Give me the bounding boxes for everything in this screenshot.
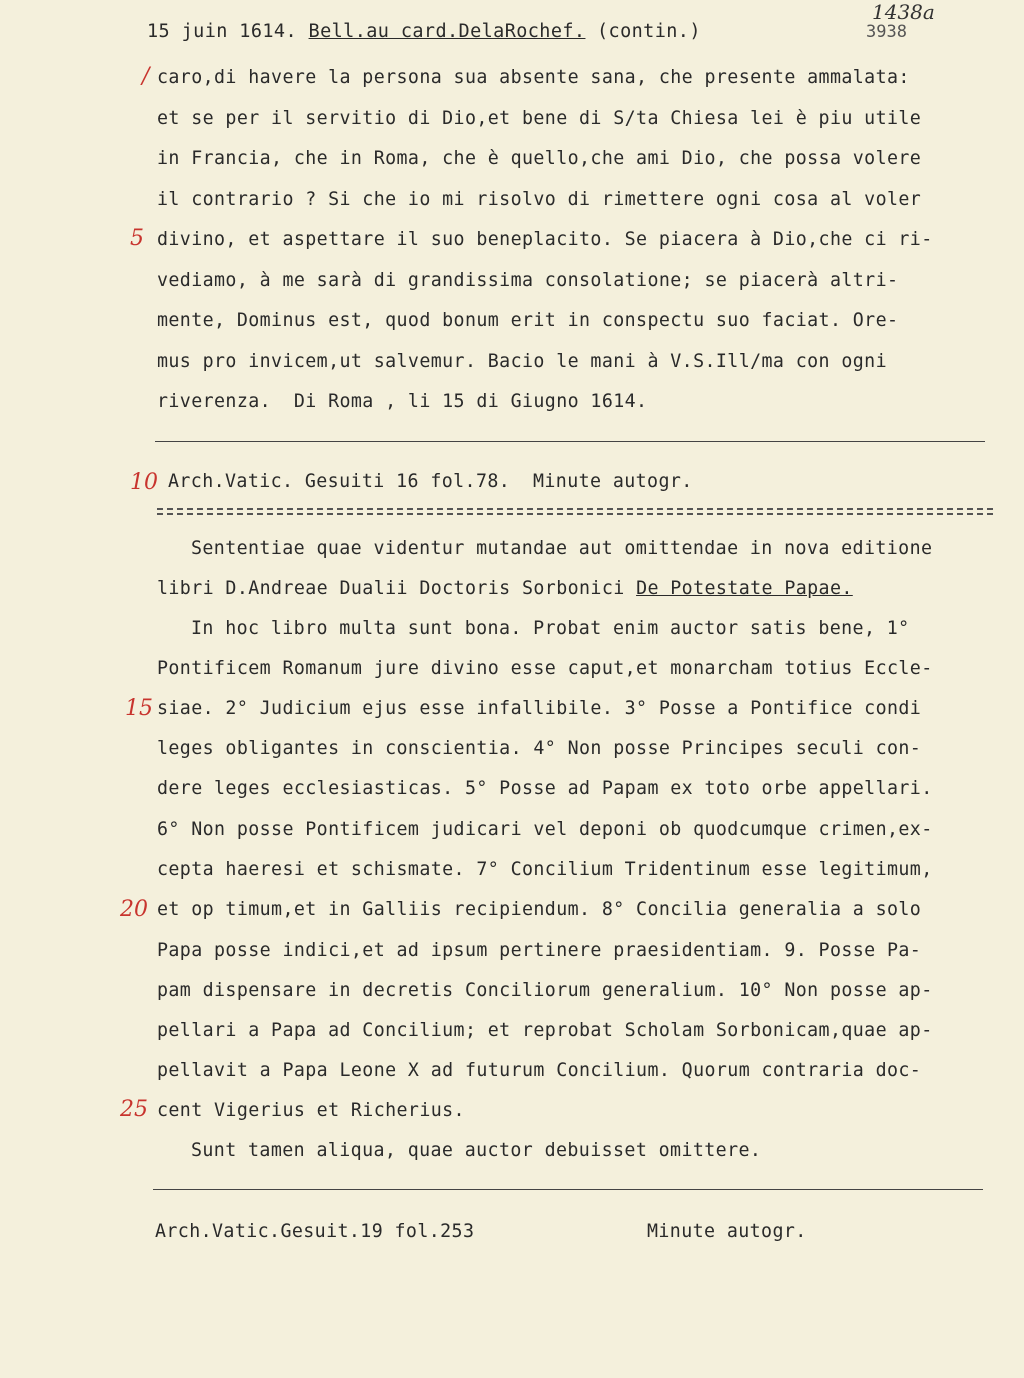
header-date: 15 juin 1614. bbox=[147, 21, 297, 42]
book-title: De Potestate Papae. bbox=[636, 578, 853, 599]
margin-mark-25: 25 bbox=[120, 1097, 148, 1122]
letter-line: riverenza. Di Roma , li 15 di Giugno 1614. bbox=[157, 391, 648, 412]
header-contin: (contin.) bbox=[597, 21, 701, 42]
letter-line: mente, Dominus est, quod bonum erit in conspectu suo faciat. Ore- bbox=[157, 310, 899, 331]
margin-mark-1: / bbox=[142, 64, 150, 89]
document-line: cent Vigerius et Richerius. bbox=[157, 1100, 465, 1121]
letter-line: mus pro invicem,ut salvemur. Bacio le mani à V.S.Ill/ma con ogni bbox=[157, 351, 887, 372]
document-line: cepta haeresi et schismate. 7° Concilium Tridentinum esse legitimum, bbox=[157, 859, 933, 880]
separator-rule bbox=[155, 441, 985, 442]
margin-mark-5: 5 bbox=[130, 226, 144, 251]
handwritten-page-number: 1438a bbox=[872, 0, 935, 24]
source-reference-2: Arch.Vatic.Gesuit.19 fol.253 bbox=[155, 1221, 475, 1242]
separator-rule bbox=[153, 1189, 983, 1190]
letter-line: il contrario ? Si che io mi risolvo di rimettere ogni cosa al voler bbox=[157, 189, 922, 210]
letter-line: vediamo, à me sarà di grandissima consolatione; se piacerà altri- bbox=[157, 270, 899, 291]
title-prefix: libri D.Andreae Dualii Doctoris Sorbonici bbox=[157, 578, 637, 599]
document-line: leges obligantes in conscientia. 4° Non posse Principes seculi con- bbox=[157, 738, 922, 759]
source-note-2: Minute autogr. bbox=[647, 1221, 807, 1242]
page-number: 3938 bbox=[866, 22, 907, 42]
letter-line: divino, et aspettare il suo beneplacito. Se piacera à Dio,che ci ri- bbox=[157, 229, 933, 250]
document-line: Sunt tamen aliqua, quae auctor debuisset omittere. bbox=[191, 1140, 762, 1161]
document-line: Papa posse indici,et ad ipsum pertinere praesidentiam. 9. Posse Pa- bbox=[157, 940, 922, 961]
document-line: pellavit a Papa Leone X ad futurum Concilium. Quorum contraria doc- bbox=[157, 1060, 922, 1081]
margin-mark-20: 20 bbox=[120, 897, 148, 922]
document-title-line: Sententiae quae videntur mutandae aut omittendae in nova editione bbox=[191, 538, 933, 559]
page-header bbox=[147, 20, 701, 44]
letter-line: caro,di havere la persona sua absente sana, che presente ammalata: bbox=[157, 67, 910, 88]
double-dashed-separator bbox=[157, 508, 993, 516]
document-title-line bbox=[157, 577, 853, 601]
document-line: et op timum,et in Galliis recipiendum. 8° Concilia generalia a solo bbox=[157, 899, 922, 920]
margin-mark-10: 10 bbox=[130, 470, 158, 495]
letter-line: in Francia, che in Roma, che è quello,che ami Dio, che possa volere bbox=[157, 148, 922, 169]
letter-line: et se per il servitio di Dio,et bene di S/ta Chiesa lei è piu utile bbox=[157, 108, 922, 129]
header-title: Bell.au card.DelaRochef. bbox=[308, 21, 586, 42]
margin-mark-15: 15 bbox=[125, 696, 153, 721]
document-line: pellari a Papa ad Concilium; et reprobat Scholam Sorbonicam,quae ap- bbox=[157, 1020, 933, 1041]
document-line: Pontificem Romanum jure divino esse caput,et monarcham totius Eccle- bbox=[157, 658, 933, 679]
document-line: pam dispensare in decretis Conciliorum generalium. 10° Non posse ap- bbox=[157, 980, 933, 1001]
document-line: dere leges ecclesiasticas. 5° Posse ad Papam ex toto orbe appellari. bbox=[157, 778, 933, 799]
source-reference-1: Arch.Vatic. Gesuiti 16 fol.78. Minute autogr. bbox=[168, 471, 693, 492]
document-line: siae. 2° Judicium ejus esse infallibile. 3° Posse a Pontifice condi bbox=[157, 698, 922, 719]
document-line: 6° Non posse Pontificem judicari vel deponi ob quodcumque crimen,ex- bbox=[157, 819, 933, 840]
document-line: In hoc libro multa sunt bona. Probat enim auctor satis bene, 1° bbox=[191, 618, 910, 639]
